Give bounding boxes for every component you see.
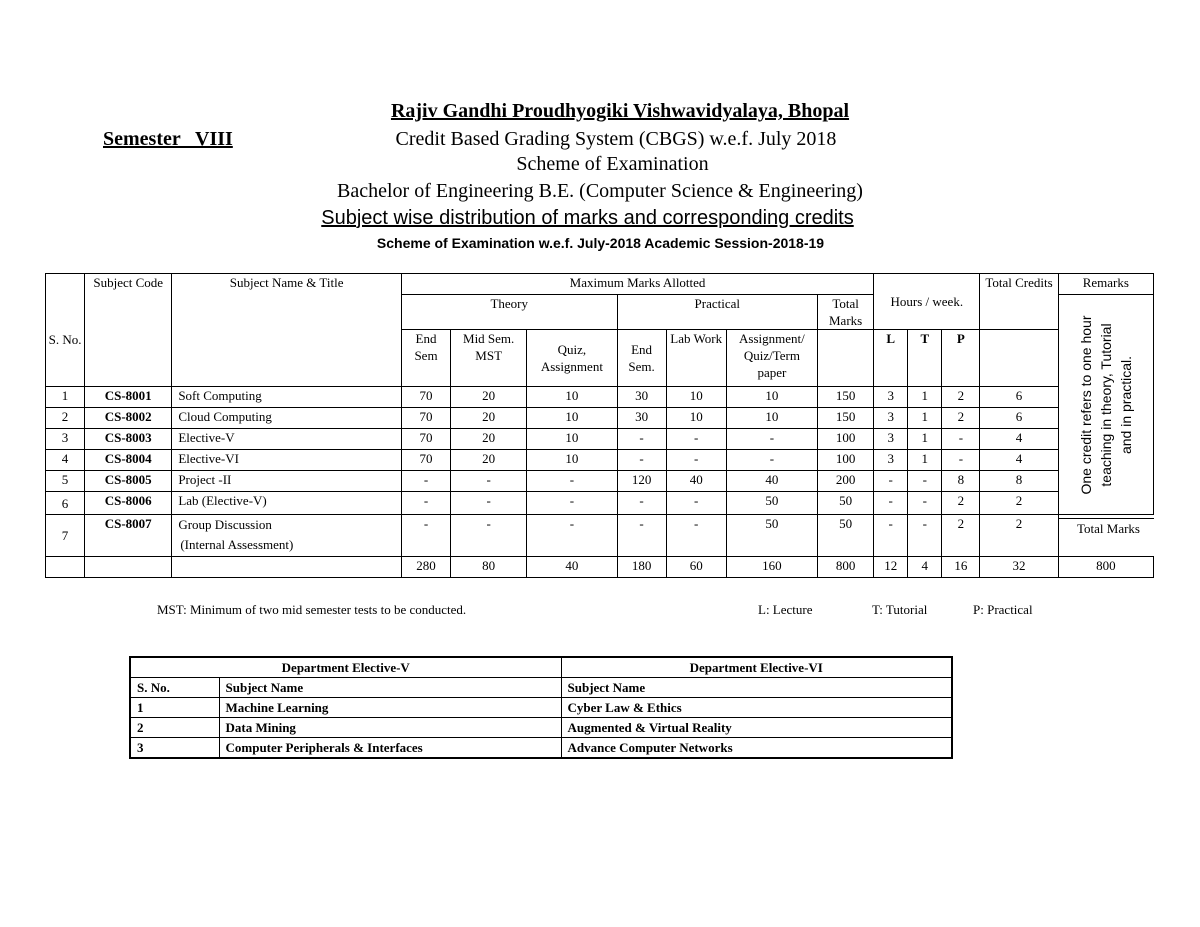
row-total: 50 [818,515,874,557]
row-P: 2 [942,492,980,515]
row-L: 3 [874,429,908,450]
row-end: - [401,515,450,557]
dept-elective-v-heading: Department Elective-V [130,657,561,678]
header-lab-work: Lab Work [666,330,726,387]
row-T: 1 [908,429,942,450]
header-mid-sem: Mid Sem. MST [451,330,527,387]
row-quiz: - [527,471,617,492]
row-mid: - [451,471,527,492]
electives-table [129,656,953,759]
remarks-wrap [1059,305,1153,505]
table-row [46,387,1154,408]
elective-vi-subject: Cyber Law & Ethics [561,698,952,718]
row-sno: 7 [46,515,85,557]
row-total: 50 [818,492,874,515]
row-assign: 10 [726,387,817,408]
row-P: 2 [942,408,980,429]
row-P: 8 [942,471,980,492]
header-hours: Hours / week. [874,274,980,330]
row-assign: 50 [726,515,817,557]
elective-header-sno: S. No. [130,678,219,698]
header-credits-blank [980,330,1058,387]
table-row [46,492,1154,515]
row-sno: 4 [46,450,85,471]
total-T: 4 [908,557,942,578]
row-code: CS-8006 [85,492,172,515]
university-title: Rajiv Gandhi Proudhyogiki Vishwavidyalaya, Bhopal [390,100,850,122]
total-quiz: 40 [527,557,617,578]
row-assign: - [726,450,817,471]
row-lab: 10 [666,408,726,429]
total-credits: 32 [980,557,1058,578]
scheme-heading: Scheme of Examination [516,153,709,175]
row-pend: - [617,515,666,557]
row-quiz: 10 [527,429,617,450]
header-assignment: Assignment/ Quiz/Term paper [726,330,817,387]
row-assign: 10 [726,408,817,429]
row-name: Soft Computing [172,387,402,408]
totals-row [46,557,1154,578]
row-name: Group Discussion [178,517,272,532]
elective-header-subject-vi: Subject Name [561,678,952,698]
total-total: 800 [818,557,874,578]
elective-sno: 1 [130,698,219,718]
row-lab: - [666,450,726,471]
total-pend: 180 [617,557,666,578]
elective-sno: 2 [130,718,219,738]
total-P: 16 [942,557,980,578]
row-code: CS-8003 [85,429,172,450]
total-assign: 160 [726,557,817,578]
row-credits: 4 [980,429,1058,450]
header-P: P [942,330,980,387]
row-end: - [401,492,450,515]
row-pend: - [617,450,666,471]
elective-header-subject-v: Subject Name [219,678,561,698]
row-quiz: 10 [527,450,617,471]
row-assign: 50 [726,492,817,515]
row-name: Elective-VI [172,450,402,471]
row-quiz: - [527,492,617,515]
totals-blank-1 [46,557,85,578]
row-lab: - [666,429,726,450]
session-heading: Scheme of Examination w.e.f. July-2018 Academic Session-2018-19 [376,235,825,251]
table-row [46,471,1154,492]
elective-vi-subject: Advance Computer Networks [561,738,952,759]
header-max-marks: Maximum Marks Allotted [401,274,873,295]
row-P: - [942,429,980,450]
tutorial-note: T: Tutorial [872,602,928,617]
mst-note: MST: Minimum of two mid semester tests to be conducted. [157,602,467,617]
row-name-sub: (Internal Assessment) [180,537,294,552]
row-code: CS-8002 [85,408,172,429]
row-L: - [874,471,908,492]
row-credits: 6 [980,408,1058,429]
header-sno [46,274,85,387]
row-name: Lab (Elective-V) [172,492,402,515]
elective-vi-subject: Augmented & Virtual Reality [561,718,952,738]
header-quiz: Quiz, Assignment [527,330,617,387]
row-sno: 6 [46,492,85,515]
row-total: 100 [818,450,874,471]
table-row [46,429,1154,450]
row-sno: 3 [46,429,85,450]
row-mid: - [451,515,527,557]
row-T: 1 [908,387,942,408]
remarks-total-marks-label: Total Marks [1061,520,1156,537]
total-lab: 60 [666,557,726,578]
row-total: 200 [818,471,874,492]
distribution-heading: Subject wise distribution of marks and corresponding credits [321,207,854,229]
row-mid: 20 [451,429,527,450]
row-end: 70 [401,408,450,429]
row-lab: - [666,515,726,557]
row-lab: - [666,492,726,515]
row-L: 3 [874,408,908,429]
row-code: CS-8005 [85,471,172,492]
row-L: 3 [874,450,908,471]
header-total-blank [818,330,874,387]
row-pend: 30 [617,408,666,429]
row-T: 1 [908,408,942,429]
row-name-cell [172,515,402,557]
dept-elective-vi-heading: Department Elective-VI [561,657,952,678]
row-credits: 2 [980,492,1058,515]
row-sno: 1 [46,387,85,408]
row-L: - [874,515,908,557]
row-name: Elective-V [172,429,402,450]
row-mid: 20 [451,450,527,471]
row-sno: 2 [46,408,85,429]
row-pend: 120 [617,471,666,492]
remarks-cell [1058,295,1153,515]
row-mid: 20 [451,387,527,408]
row-assign: 40 [726,471,817,492]
header-end-sem: End Sem [401,330,450,387]
row-P: - [942,450,980,471]
lecture-note: L: Lecture [758,602,813,617]
table-row [46,408,1154,429]
header-name: Subject Name & Title [172,274,402,387]
row-lab: 40 [666,471,726,492]
elective-row [130,698,952,718]
row-name: Cloud Computing [172,408,402,429]
row-mid: - [451,492,527,515]
row-pend: - [617,429,666,450]
row-assign: - [726,429,817,450]
total-L: 12 [874,557,908,578]
header-total-marks: Total Marks [818,295,874,330]
row-end: 70 [401,387,450,408]
header-practical: Practical [617,295,818,330]
credit-note: One credit refers to one hour teaching in theory, Tutorial and in practical. [1077,315,1134,494]
totals-blank-3 [172,557,402,578]
header-sno-text: S. No. [48,332,82,347]
row-quiz: - [527,515,617,557]
header-end-sem-practical: End Sem. [617,330,666,387]
header-remarks: Remarks [1058,274,1153,295]
row-code: CS-8001 [85,387,172,408]
scheme-table [45,273,1154,578]
row-P: 2 [942,387,980,408]
practical-note: P: Practical [973,602,1033,617]
row-name: Project -II [172,471,402,492]
elective-v-subject: Data Mining [219,718,561,738]
row-credits: 4 [980,450,1058,471]
row-L: 3 [874,387,908,408]
elective-sno: 3 [130,738,219,759]
elective-row [130,738,952,759]
row-end: 70 [401,450,450,471]
row-quiz: 10 [527,387,617,408]
row-total: 150 [818,408,874,429]
row-credits: 2 [980,515,1058,557]
row-P: 2 [942,515,980,557]
header-theory: Theory [401,295,617,330]
total-mid: 80 [451,557,527,578]
total-end: 280 [401,557,450,578]
table-row [46,515,1154,557]
degree-heading: Bachelor of Engineering B.E. (Computer Science & Engineering) [337,180,863,202]
header-code: Subject Code [85,274,172,387]
header-T: T [908,330,942,387]
row-end: - [401,471,450,492]
row-sno: 5 [46,471,85,492]
row-code: CS-8004 [85,450,172,471]
row-mid: 20 [451,408,527,429]
row-pend: 30 [617,387,666,408]
grading-system: Credit Based Grading System (CBGS) w.e.f. July 2018 [395,128,837,150]
row-total: 150 [818,387,874,408]
row-total: 100 [818,429,874,450]
total-marks: 800 [1058,557,1153,578]
row-T: 1 [908,450,942,471]
row-lab: 10 [666,387,726,408]
elective-row [130,718,952,738]
row-T: - [908,471,942,492]
semester-label: Semester VIII [103,128,233,150]
elective-v-subject: Machine Learning [219,698,561,718]
row-code: CS-8007 [85,515,172,557]
header-total-credits: Total Credits [980,274,1058,330]
row-T: - [908,515,942,557]
row-T: - [908,492,942,515]
row-pend: - [617,492,666,515]
row-end: 70 [401,429,450,450]
row-quiz: 10 [527,408,617,429]
totals-blank-2 [85,557,172,578]
row-credits: 6 [980,387,1058,408]
remarks-divider [1059,518,1154,519]
header-L: L [874,330,908,387]
table-row [46,450,1154,471]
elective-v-subject: Computer Peripherals & Interfaces [219,738,561,759]
row-L: - [874,492,908,515]
row-credits: 8 [980,471,1058,492]
